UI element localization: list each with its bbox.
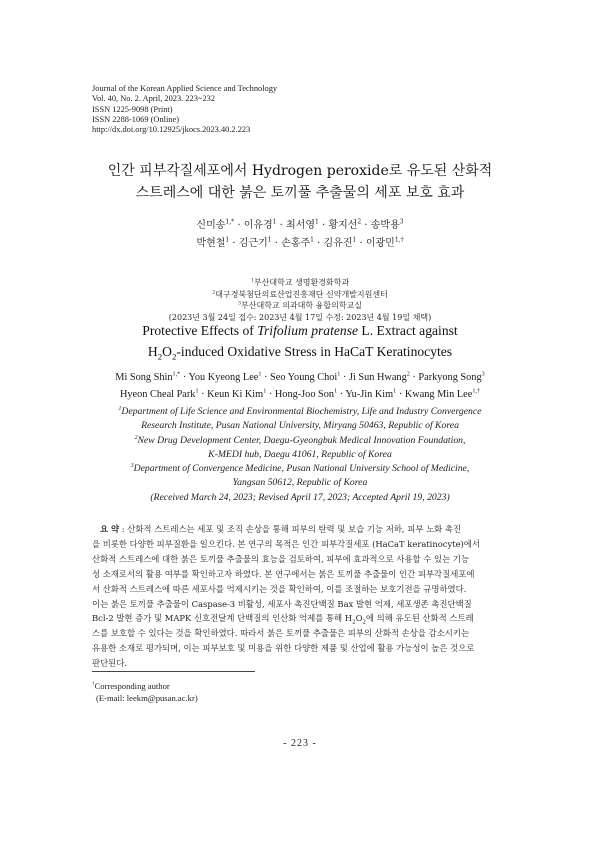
affil-sup: 1: [250, 278, 254, 284]
author-affil-sup: 1: [267, 236, 272, 244]
affil-sup: 3: [130, 462, 134, 469]
author-affil-sup: 1: [310, 236, 314, 244]
author-separator: ·: [234, 220, 244, 231]
abstract-line: 을 비롯한 다양한 피부질환을 일으킨다. 본 연구의 목적은 인간 피부각질세포 (HaCaT keratinocyte)에서: [92, 538, 480, 549]
corresponding-email[interactable]: (E-mail: leekm@pusan.ac.kr): [96, 692, 198, 703]
page-number: - 223 -: [283, 738, 317, 749]
author: Parkyong Song: [418, 372, 482, 383]
author-affil-sup: 3: [481, 370, 485, 378]
subscript: 2: [362, 620, 366, 627]
author-affil-sup: 1,*: [172, 370, 181, 378]
author-affil-sup: 1: [334, 387, 338, 395]
journal-info: [92, 84, 277, 135]
author-separator: ·: [229, 238, 239, 249]
species-name: Trifolium pratense: [257, 323, 359, 338]
subscript: 2: [352, 620, 356, 627]
author: Kwang Min Lee: [404, 389, 473, 400]
korean-affiliation: [0, 277, 600, 289]
english-authors: [0, 369, 600, 403]
author: 송박용: [370, 220, 400, 231]
korean-title-line1: 인간 피부각질세포에서 Hydrogen peroxide로 유도된 산화적: [107, 163, 493, 179]
abstract-line: 서 산화적 스트레스에 따른 세포사를 억제시키는 것을 확인하여, 이를 조절하는 보호기전을 규명하였다.: [92, 583, 467, 594]
abstract-label: 요 약: [100, 524, 120, 534]
author: 김근기: [238, 238, 268, 249]
abstract-text: Bcl-2 발현 증가 및 MAPK 신호전달계 단백질의 인산화 억제를 통해 H: [92, 613, 353, 624]
affil-text: Department of Convergence Medicine, Pusan National University School of Medicine,: [133, 463, 470, 475]
author-separator: ·: [266, 389, 275, 400]
english-title-line2: [0, 341, 600, 362]
author: Hong-Joo Son: [274, 389, 335, 400]
author: Keun Ki Kim: [207, 389, 264, 400]
author: Hyeon Cheal Park: [119, 389, 196, 400]
author: You Kyeong Lee: [188, 372, 259, 383]
affil-text: 부산대학교 생명환경화학과: [253, 278, 350, 287]
author: 김유진: [323, 238, 353, 249]
english-title: [0, 320, 600, 362]
author-affil-sup: 1,*: [225, 218, 235, 226]
abstract-line: 스를 보호할 수 있다는 것을 확인하였다. 따라서 붉은 토끼풀 추출물은 피부의 산화적 손상을 감소시키는: [92, 628, 470, 639]
author-affil-sup: 2: [406, 370, 410, 378]
author: Ji Sun Hwang: [348, 372, 407, 383]
subscript: 2: [157, 351, 163, 362]
title-text: H: [147, 344, 158, 359]
author-affil-sup: 3: [399, 218, 404, 226]
author-separator: ·: [361, 220, 371, 231]
english-affiliation-1-cont: Research Institute, Pusan National University, Miryang 50463, Republic of Korea: [141, 420, 459, 432]
issn-online: ISSN 2288-1069 (Online): [92, 114, 180, 124]
abstract-text: 에 의해 유도된 산화적 스트레: [365, 613, 474, 624]
korean-authors-line1: [0, 217, 600, 235]
korean-affiliations: [0, 277, 600, 323]
english-affiliation-1: [0, 405, 600, 419]
title-text: O: [162, 344, 172, 359]
affil-sup: 2: [212, 289, 216, 295]
korean-title-line2: 스트레스에 대한 붉은 토끼풀 추출물의 세포 보호 효과: [135, 185, 465, 201]
english-affiliations: [0, 405, 600, 505]
corresponding-label: Corresponding author: [94, 681, 170, 691]
author: 이유경: [243, 220, 273, 231]
abstract-line: 이는 붉은 토끼풀 추출물이 Caspase-3 비활성, 세포사 촉진단백질 Bax 발현 억제, 세포생존 촉진단백질: [92, 598, 472, 609]
author-separator: ·: [396, 389, 405, 400]
abstract-line: 유용한 소재로 평가되며, 이는 피부보호 및 미용을 위한 다양한 제품 및 산업에 활용 가능성이 높은 것으로: [92, 643, 475, 654]
author-affil-sup: 1: [225, 236, 230, 244]
abstract-text: O: [355, 613, 363, 624]
dagger-mark: †: [92, 681, 95, 688]
title-text: L. Extract against: [358, 323, 458, 338]
english-affiliation-2-cont: K-MEDI hub, Daegu 41061, Republic of Korea: [208, 448, 392, 460]
journal-volume: Vol. 40, No. 2. April, 2023. 223~232: [92, 94, 216, 104]
affil-text: New Drug Development Center, Daegu-Gyeongbuk Medical Innovation Foundation,: [137, 434, 466, 446]
author-affil-sup: 1: [195, 387, 199, 395]
abstract-text: : 산화적 스트레스는 세포 및 조직 손상을 통해 피부의 탄력 및 보습 기능 저하, 피부 노화 촉진: [119, 524, 462, 534]
affil-sup: 1: [118, 405, 122, 412]
author: 박현철: [196, 238, 226, 249]
author-separator: ·: [271, 238, 282, 249]
affil-text: Department of Life Science and Environmental Biochemistry, Life and Industry Convergence: [121, 406, 482, 417]
english-authors-line2: [0, 386, 600, 403]
korean-title: [0, 160, 600, 204]
abstract-line: [92, 522, 509, 537]
abstract-line: 판단된다.: [92, 658, 128, 669]
author-affil-sup: 1: [352, 236, 357, 244]
author: Yu-Jin Kim: [345, 389, 394, 400]
author-affil-sup: 1: [272, 218, 277, 226]
korean-authors: [0, 217, 600, 253]
english-affiliation-2: [0, 434, 600, 448]
korean-affiliation: [0, 300, 600, 312]
author-separator: ·: [276, 220, 287, 231]
author-separator: ·: [261, 372, 271, 383]
journal-name: Journal of the Korean Applied Science and Technology: [92, 84, 278, 93]
author: 이광민: [365, 238, 395, 249]
author-separator: ·: [340, 372, 349, 383]
english-title-line1: [0, 320, 600, 341]
author-separator: ·: [318, 220, 329, 231]
title-text: -induced Oxidative Stress in HaCaT Keratinocytes: [176, 344, 453, 359]
subscript: 2: [171, 351, 177, 362]
corresponding-author: [92, 681, 198, 693]
english-affiliation-3-cont: Yangsan 50612, Republic of Korea: [232, 477, 368, 489]
author: 손홍주: [281, 238, 311, 249]
author: Mi Song Shin: [115, 372, 173, 383]
author-separator: ·: [198, 389, 208, 400]
author-affil-sup: 1: [263, 387, 267, 395]
author: 황지선: [328, 220, 358, 231]
author-affil-sup: 1,†: [472, 387, 481, 395]
author-separator: ·: [180, 372, 189, 383]
doi-link[interactable]: http://dx.doi.org/10.12925/jkocs.2023.40.2.223: [92, 125, 251, 135]
korean-authors-line2: [0, 235, 600, 253]
affil-text: 부산대학교 의과대학 융합의학교실: [241, 301, 363, 310]
author-affil-sup: 1,†: [394, 236, 404, 244]
title-text: Protective Effects of: [142, 323, 258, 338]
author-affil-sup: 2: [357, 218, 362, 226]
korean-dates: (2023년 3월 24일 접수: 2023년 4월 17일 수정: 2023년 4월 19일 채택): [168, 312, 432, 322]
affil-sup: 2: [134, 434, 138, 441]
author-separator: ·: [409, 372, 419, 383]
author: Seo Young Choi: [270, 372, 338, 383]
correspondence-footnote: [92, 681, 198, 704]
abstract-line: 성 소재로서의 활용 여부를 확인하고자 하였다. 본 연구에서는 붉은 토끼풀 추출물이 인간 피부각질세포에: [92, 568, 475, 579]
author: 최서영: [286, 220, 316, 231]
author-affil-sup: 1: [337, 370, 341, 378]
affil-text: 대구경북첨단의료산업진흥재단 신약개발지원센터: [215, 289, 388, 299]
author-affil-sup: 1: [393, 387, 397, 395]
author-separator: ·: [313, 238, 324, 249]
affil-sup: 3: [237, 301, 242, 307]
author-separator: ·: [356, 238, 366, 249]
korean-affiliation: [0, 289, 600, 301]
author-separator: ·: [337, 389, 346, 400]
author-affil-sup: 1: [258, 370, 262, 378]
abstract-line: 산화적 스트레스에 대한 붉은 토끼풀 추출물의 효능을 검토하여, 피부에 효과적으로 사용할 수 있는 기능: [92, 553, 470, 564]
abstract-line: [92, 611, 509, 626]
footnote-divider: [92, 671, 255, 672]
author: 신미송: [196, 220, 226, 231]
english-affiliation-3: [0, 462, 600, 476]
english-dates: (Received March 24, 2023; Revised April 17, 2023; Accepted April 19, 2023): [150, 491, 450, 503]
english-authors-line1: [0, 369, 600, 386]
author-affil-sup: 1: [315, 218, 319, 226]
korean-abstract: [92, 522, 509, 671]
issn-print: ISSN 1225-9098 (Print): [92, 104, 173, 114]
